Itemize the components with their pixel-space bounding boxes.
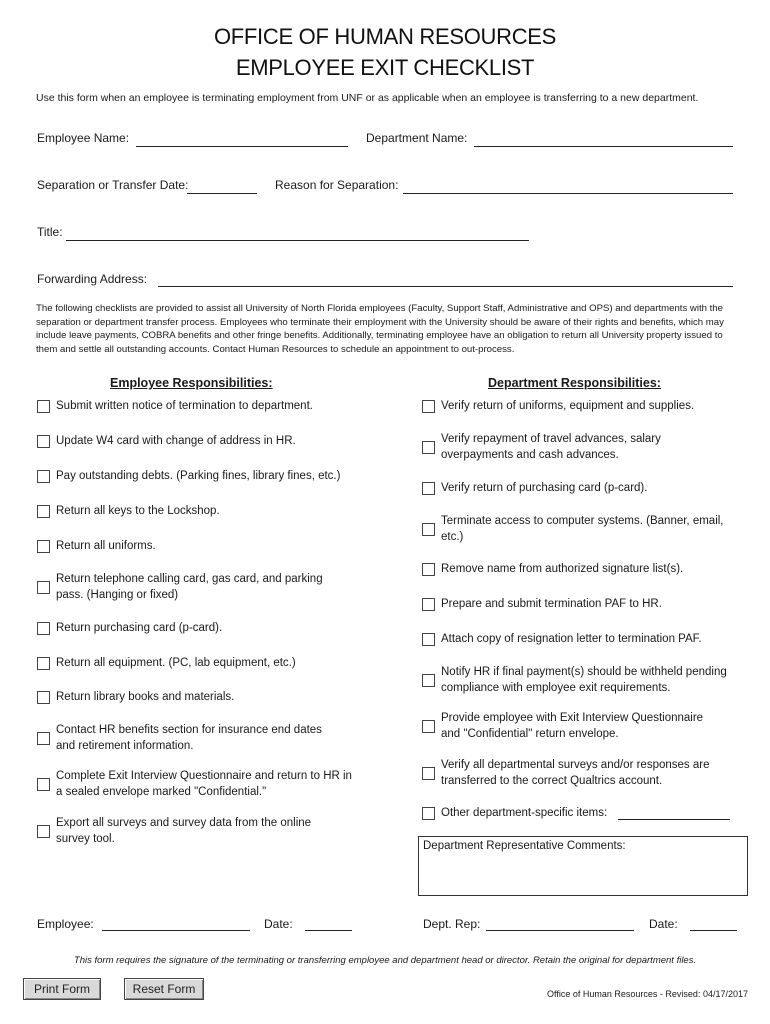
department-checklist-item [422, 513, 737, 545]
intro-text: Use this form when an employee is terminating employment from UNF or as applicable when an employee is transferring to a new department. [36, 92, 699, 104]
checklist-item-label: Return all keys to the Lockshop. [56, 505, 220, 517]
checklist-item-label: Verify all departmental surveys and/or responses are transferred to the correct Qualtrics account. [441, 759, 710, 787]
checkbox[interactable] [422, 482, 435, 495]
employee-date-label: Date: [264, 917, 293, 931]
employee-checklist-item [37, 571, 337, 603]
forwarding-address-field[interactable] [158, 286, 733, 287]
form-title-line2: EMPLOYEE EXIT CHECKLIST [235, 55, 535, 80]
employee-signature-label: Employee: [37, 917, 94, 931]
employee-checklist-item [37, 655, 367, 671]
checklist-item-label: Update W4 card with change of address in HR. [56, 435, 296, 447]
department-responsibilities-heading: Department Responsibilities: [488, 376, 661, 390]
checklist-item-label: Verify return of purchasing card (p-card). [441, 482, 648, 494]
checkbox[interactable] [422, 563, 435, 576]
checkbox[interactable] [422, 633, 435, 646]
employee-responsibilities-heading: Employee Responsibilities: [110, 376, 273, 390]
form-title-line1: OFFICE OF HUMAN RESOURCES [213, 24, 557, 49]
checkbox[interactable] [37, 470, 50, 483]
forwarding-address-label: Forwarding Address: [37, 272, 148, 286]
checkbox[interactable] [37, 540, 50, 553]
dept-rep-signature-field[interactable] [486, 930, 634, 931]
employee-checklist-item [37, 468, 367, 484]
employee-name-label: Employee Name: [37, 131, 130, 145]
employee-signature-field[interactable] [102, 930, 250, 931]
reset-form-button[interactable]: Reset Form [124, 978, 204, 1000]
checkbox[interactable] [37, 691, 50, 704]
dept-rep-date-field[interactable] [690, 930, 737, 931]
department-name-field[interactable] [474, 146, 733, 147]
checklist-item-label: Attach copy of resignation letter to termination PAF. [441, 633, 702, 645]
employee-checklist-item [37, 538, 367, 554]
title-field[interactable] [66, 240, 529, 241]
department-checklist-item [422, 480, 737, 496]
employee-checklist-item [37, 398, 367, 414]
checklist-item-label: Submit written notice of termination to department. [56, 400, 313, 412]
revision-note: Office of Human Resources - Revised: 04/17/2017 [547, 989, 748, 999]
dept-rep-signature-label: Dept. Rep: [423, 917, 481, 931]
dept-rep-date-label: Date: [649, 917, 678, 931]
employee-checklist-item [37, 433, 367, 449]
employee-checklist-item [37, 722, 337, 754]
checkbox[interactable] [37, 778, 50, 791]
other-items-field[interactable] [618, 819, 730, 820]
department-checklist-item [422, 596, 737, 612]
reason-field[interactable] [403, 193, 733, 194]
department-checklist-item [422, 631, 737, 647]
checkbox[interactable] [422, 807, 435, 820]
checkbox[interactable] [422, 674, 435, 687]
print-form-button[interactable]: Print Form [23, 978, 101, 1000]
checklist-item-label: Verify repayment of travel advances, salary overpayments and cash advances. [441, 433, 661, 461]
department-checklist-item [422, 710, 722, 742]
checkbox[interactable] [37, 622, 50, 635]
employee-checklist-item [37, 768, 357, 800]
department-checklist-item [422, 664, 737, 696]
checkbox[interactable] [37, 657, 50, 670]
checkbox[interactable] [422, 523, 435, 536]
separation-date-label: Separation or Transfer Date: [37, 178, 189, 192]
checklist-item-label: Provide employee with Exit Interview Questionnaire and "Confidential" return envelope. [441, 712, 704, 740]
checkbox[interactable] [37, 581, 50, 594]
checklist-item-label: Prepare and submit termination PAF to HR. [441, 598, 662, 610]
department-checklist-item [422, 398, 737, 414]
department-comments-box[interactable] [418, 836, 748, 896]
department-name-label: Department Name: [366, 131, 468, 145]
checkbox[interactable] [422, 720, 435, 733]
employee-date-field[interactable] [305, 930, 352, 931]
checklist-item-label: Export all surveys and survey data from the online survey tool. [56, 817, 312, 845]
reason-label: Reason for Separation: [275, 178, 399, 192]
department-checklist-item [422, 561, 737, 577]
employee-name-field[interactable] [136, 146, 348, 147]
checkbox[interactable] [37, 400, 50, 413]
checklist-item-label: Return all equipment. (PC, lab equipment, etc.) [56, 657, 296, 669]
checklist-item-label: Remove name from authorized signature list(s). [441, 563, 684, 575]
instructions-paragraph: The following checklists are provided to assist all University of North Florida employees (Faculty, Support Staff, Administrative and OPS) and departments with the separation or department transfer process. Employees who terminate their employment with the University should be aware of their rights and benefits, which may include leave payments, COBRA benefits and other fringe benefits. Additionally, terminating employee have an obligation to return all University property issued to them and settle all outstanding accounts. Contact Human Resources to schedule an appointment to out-process. [36, 303, 724, 355]
checkbox[interactable] [422, 441, 435, 454]
checklist-item-label: Contact HR benefits section for insurance end dates and retirement information. [56, 724, 322, 752]
checklist-item-label: Return purchasing card (p-card). [56, 622, 223, 634]
checkbox[interactable] [422, 400, 435, 413]
checklist-item-label: Notify HR if final payment(s) should be withheld pending compliance with employee exit requirements. [441, 666, 727, 694]
employee-checklist-item [37, 689, 367, 705]
checkbox[interactable] [37, 505, 50, 518]
title-label: Title: [37, 225, 63, 239]
department-checklist-item [422, 431, 702, 463]
checklist-item-label: Pay outstanding debts. (Parking fines, library fines, etc.) [56, 470, 341, 482]
department-checklist-item [422, 805, 622, 821]
checkbox[interactable] [422, 598, 435, 611]
checklist-item-label: Return telephone calling card, gas card, and parking pass. (Hanging or fixed) [56, 573, 323, 601]
employee-checklist-item [37, 815, 332, 847]
checkbox[interactable] [37, 732, 50, 745]
department-checklist-item [422, 757, 722, 789]
checklist-item-label: Complete Exit Interview Questionnaire and return to HR in a sealed envelope marked "Confidential." [56, 770, 352, 798]
checklist-item-label: Return library books and materials. [56, 691, 235, 703]
footer-note: This form requires the signature of the terminating or transferring employee and department head or director. Retain the original for department files. [73, 955, 697, 966]
checklist-item-label: Other department-specific items: [441, 807, 608, 819]
employee-checklist-item [37, 620, 367, 636]
employee-checklist-item [37, 503, 367, 519]
checklist-item-label: Verify return of uniforms, equipment and supplies. [441, 400, 695, 412]
checkbox[interactable] [422, 767, 435, 780]
checklist-item-label: Terminate access to computer systems. (Banner, email, etc.) [441, 515, 724, 543]
checkbox[interactable] [37, 435, 50, 448]
checklist-item-label: Return all uniforms. [56, 540, 156, 552]
checkbox[interactable] [37, 825, 50, 838]
separation-date-field[interactable] [187, 193, 257, 194]
department-comments-label: Department Representative Comments: [423, 840, 626, 852]
